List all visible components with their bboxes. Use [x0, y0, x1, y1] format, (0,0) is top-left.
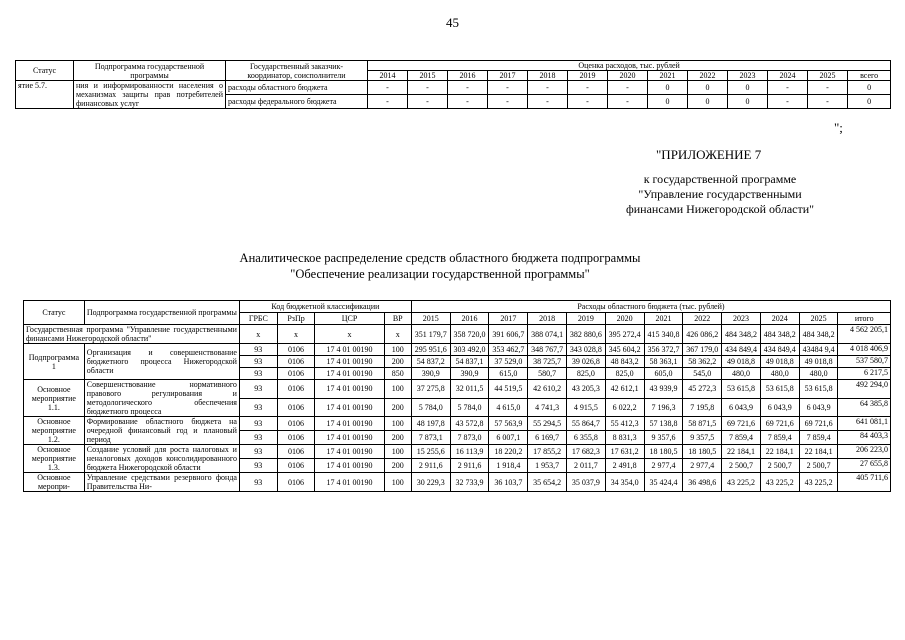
t2-value-cell: 84 403,3 [838, 431, 891, 445]
t2-value-cell: 358 720,0 [450, 325, 489, 344]
t2-value-cell: 537 580,7 [838, 356, 891, 368]
t2-value-cell: 6 217,5 [838, 368, 891, 380]
t2-value-cell: 391 606,7 [489, 325, 528, 344]
t1-year-header: 2023 [728, 71, 768, 81]
t2-value-cell: 45 272,3 [683, 380, 722, 399]
appendix-line: "Управление государственными [638, 187, 802, 201]
t2-value-cell: 343 028,8 [567, 344, 606, 356]
t1-cell: - [408, 81, 448, 95]
t2-year-header: итого [838, 313, 891, 325]
appendix-line: финансами Нижегородской области" [625, 202, 815, 216]
t2-code-grbs: 93 [239, 431, 277, 445]
t2-value-cell: 5 784,0 [411, 398, 450, 417]
document-heading [160, 250, 720, 282]
t1-subprogram: ния и информированности населения о механизмах защиты прав потребителей финансовых услуг [74, 81, 226, 109]
t1-year-header: 2018 [528, 71, 568, 81]
t2-code-grbs: 93 [239, 459, 277, 473]
t2-value-cell: 825,0 [605, 368, 644, 380]
t2-code-vr: 200 [384, 459, 411, 473]
t2-status: Основное мероприятие 1.2. [24, 417, 85, 445]
t2-value-cell: 4 915,5 [567, 398, 606, 417]
t2-value-cell: 825,0 [567, 368, 606, 380]
t1-cell: 0 [848, 81, 891, 95]
t2-value-cell: 426 086,2 [683, 325, 722, 344]
t2-value-cell: 480,0 [722, 368, 761, 380]
t2-year-header: 2015 [411, 313, 450, 325]
t2-code-csr: 17 4 01 00190 [315, 398, 384, 417]
t1-cell: 0 [688, 95, 728, 109]
t2-value-cell: 351 179,7 [411, 325, 450, 344]
t2-value-cell: 7 873,1 [411, 431, 450, 445]
t2-value-cell: 480,0 [760, 368, 799, 380]
t1-cell: - [408, 95, 448, 109]
t2-code-vr: 850 [384, 368, 411, 380]
t2-header-subprogram: Подпрограмма государственной программы [84, 301, 239, 325]
t2-value-cell: 69 721,6 [799, 417, 838, 431]
t2-value-cell: 4 615,0 [489, 398, 528, 417]
t2-value-cell: 345 604,2 [605, 344, 644, 356]
t2-value-cell: 484 348,2 [722, 325, 761, 344]
t2-value-cell: 18 180,5 [683, 445, 722, 459]
t2-value-cell: 4 741,3 [528, 398, 567, 417]
t2-value-cell: 4 018 406,9 [838, 344, 891, 356]
t2-value-cell: 58 362,2 [683, 356, 722, 368]
t2-code-header: ВР [384, 313, 411, 325]
t2-year-header: 2017 [489, 313, 528, 325]
t2-value-cell: 30 229,3 [411, 473, 450, 492]
t1-row-label: расходы федерального бюджета [226, 95, 368, 109]
t2-header-status: Статус [24, 301, 85, 325]
t2-code-grbs: 93 [239, 380, 277, 399]
t2-value-cell: 382 880,6 [567, 325, 606, 344]
t2-code-grbs: 93 [239, 344, 277, 356]
t2-value-cell: 15 255,6 [411, 445, 450, 459]
t2-value-cell: 7 859,4 [760, 431, 799, 445]
t2-header-expenses: Расходы областного бюджета (тыс. рублей) [411, 301, 890, 313]
t2-code-vr: x [384, 325, 411, 344]
t2-status: Подпрограмма 1 [24, 344, 85, 380]
t1-cell: - [528, 95, 568, 109]
t2-subprogram: Совершенствование нормативного правового регулирования и методологического обеспечения бюджетного процесса [84, 380, 239, 417]
t2-year-header: 2020 [605, 313, 644, 325]
t2-value-cell: 38 725,7 [528, 356, 567, 368]
t2-value-cell: 55 412,3 [605, 417, 644, 431]
t2-header-code: Код бюджетной классификации [239, 301, 411, 313]
t2-value-cell: 4 562 205,1 [838, 325, 891, 344]
t2-code-vr: 100 [384, 380, 411, 399]
t2-value-cell: 388 074,1 [528, 325, 567, 344]
page-number: 45 [446, 15, 459, 30]
t1-cell: 0 [848, 95, 891, 109]
t2-code-rzpr: x [277, 325, 315, 344]
t2-code-csr: 17 4 01 00190 [315, 473, 384, 492]
t2-year-header: 2024 [760, 313, 799, 325]
t2-status: Основное меропри- [24, 473, 85, 492]
t2-value-cell: 48 197,8 [411, 417, 450, 431]
t2-value-cell: 35 654,2 [528, 473, 567, 492]
t1-cell: - [568, 81, 608, 95]
t2-value-cell: 2 977,4 [683, 459, 722, 473]
t2-value-cell: 8 831,3 [605, 431, 644, 445]
t2-value-cell: 43 572,8 [450, 417, 489, 431]
t1-cell: - [768, 81, 808, 95]
t2-value-cell: 43 225,2 [760, 473, 799, 492]
t2-value-cell: 303 492,0 [450, 344, 489, 356]
t2-value-cell: 22 184,1 [799, 445, 838, 459]
t1-cell: - [488, 81, 528, 95]
t1-header-status: Статус [16, 61, 74, 81]
t2-value-cell: 53 615,8 [760, 380, 799, 399]
t2-value-cell: 7 195,8 [683, 398, 722, 417]
t1-cell: - [808, 95, 848, 109]
t1-cell: - [568, 95, 608, 109]
t2-code-vr: 200 [384, 398, 411, 417]
t1-header-cost: Оценка расходов, тыс. рублей [368, 61, 891, 71]
t2-value-cell: 58 871,5 [683, 417, 722, 431]
t2-value-cell: 53 615,8 [722, 380, 761, 399]
t2-value-cell: 37 275,8 [411, 380, 450, 399]
t2-value-cell: 7 196,3 [644, 398, 683, 417]
closing-quote: "; [834, 120, 843, 135]
t2-value-cell: 1 918,4 [489, 459, 528, 473]
t2-value-cell: 2 911,6 [411, 459, 450, 473]
t2-year-header: 2022 [683, 313, 722, 325]
heading-line: Аналитическое распределение средств областного бюджета подпрограммы [239, 251, 641, 265]
t2-value-cell: 405 711,6 [838, 473, 891, 492]
t2-value-cell: 484 348,2 [799, 325, 838, 344]
t2-value-cell: 2 500,7 [760, 459, 799, 473]
t2-value-cell: 17 631,2 [605, 445, 644, 459]
t1-cell: - [448, 81, 488, 95]
heading-line: "Обеспечение реализации государственной программы" [290, 267, 590, 281]
appendix-reference [560, 172, 880, 217]
t2-value-cell: 39 026,8 [567, 356, 606, 368]
t2-code-csr: 17 4 01 00190 [315, 417, 384, 431]
t2-value-cell: 32 011,5 [450, 380, 489, 399]
t2-value-cell: 7 859,4 [722, 431, 761, 445]
t2-value-cell: 9 357,5 [683, 431, 722, 445]
t2-value-cell: 64 385,8 [838, 398, 891, 417]
t2-code-rzpr: 0106 [277, 380, 315, 399]
t1-cell: - [608, 81, 648, 95]
t2-code-rzpr: 0106 [277, 431, 315, 445]
t1-cell: 0 [648, 95, 688, 109]
t2-code-rzpr: 0106 [277, 368, 315, 380]
t2-value-cell: 6 043,9 [722, 398, 761, 417]
t2-subprogram: Создание условий для роста налоговых и неналоговых доходов консолидированного бюджета Нижегородской области [84, 445, 239, 473]
t2-value-cell: 35 037,9 [567, 473, 606, 492]
t2-value-cell: 415 340,8 [644, 325, 683, 344]
t2-value-cell: 480,0 [799, 368, 838, 380]
t2-code-csr: 17 4 01 00190 [315, 368, 384, 380]
t2-code-vr: 100 [384, 417, 411, 431]
t2-value-cell: 353 462,7 [489, 344, 528, 356]
t2-code-grbs: 93 [239, 445, 277, 459]
t2-value-cell: 9 357,6 [644, 431, 683, 445]
t2-value-cell: 6 043,9 [799, 398, 838, 417]
table-row [24, 380, 891, 399]
t2-value-cell: 22 184,1 [760, 445, 799, 459]
t2-value-cell: 605,0 [644, 368, 683, 380]
t2-value-cell: 17 855,2 [528, 445, 567, 459]
t2-code-grbs: x [239, 325, 277, 344]
t2-value-cell: 2 500,7 [799, 459, 838, 473]
t2-code-rzpr: 0106 [277, 344, 315, 356]
t2-code-vr: 100 [384, 473, 411, 492]
t2-code-header: РзПр [277, 313, 315, 325]
t2-value-cell: 48 843,2 [605, 356, 644, 368]
t2-value-cell: 43 939,9 [644, 380, 683, 399]
table-row [24, 417, 891, 431]
t2-value-cell: 484 348,2 [760, 325, 799, 344]
t2-code-vr: 200 [384, 431, 411, 445]
t2-value-cell: 2 491,8 [605, 459, 644, 473]
t2-value-cell: 5 784,0 [450, 398, 489, 417]
t2-value-cell: 2 911,6 [450, 459, 489, 473]
t2-value-cell: 55 294,5 [528, 417, 567, 431]
t2-value-cell: 1 953,7 [528, 459, 567, 473]
t2-year-header: 2018 [528, 313, 567, 325]
t2-value-cell: 55 864,7 [567, 417, 606, 431]
t2-code-grbs: 93 [239, 473, 277, 492]
t1-year-header: 2015 [408, 71, 448, 81]
t1-year-header: 2014 [368, 71, 408, 81]
t2-code-rzpr: 0106 [277, 356, 315, 368]
t2-value-cell: 390,9 [411, 368, 450, 380]
t2-code-grbs: 93 [239, 398, 277, 417]
expense-estimate-table [15, 60, 891, 109]
t2-value-cell: 49 018,8 [799, 356, 838, 368]
t1-year-header: 2022 [688, 71, 728, 81]
table-row [24, 344, 891, 356]
t2-value-cell: 390,9 [450, 368, 489, 380]
t2-value-cell: 2 500,7 [722, 459, 761, 473]
t1-cell: - [368, 81, 408, 95]
t2-value-cell: 7 873,0 [450, 431, 489, 445]
t2-code-vr: 200 [384, 356, 411, 368]
t2-value-cell: 395 272,4 [605, 325, 644, 344]
appendix-title: "ПРИЛОЖЕНИЕ 7 [656, 147, 762, 162]
t2-year-header: 2025 [799, 313, 838, 325]
t2-value-cell: 27 655,8 [838, 459, 891, 473]
t1-year-header: 2021 [648, 71, 688, 81]
t2-code-rzpr: 0106 [277, 473, 315, 492]
t2-code-vr: 100 [384, 445, 411, 459]
t1-year-header: 2024 [768, 71, 808, 81]
t2-value-cell: 57 563,9 [489, 417, 528, 431]
t2-value-cell: 492 294,0 [838, 380, 891, 399]
t1-year-header: 2025 [808, 71, 848, 81]
t2-value-cell: 6 355,8 [567, 431, 606, 445]
t2-body [24, 325, 891, 492]
t1-cell: 0 [648, 81, 688, 95]
t2-code-header: ГРБС [239, 313, 277, 325]
t1-cell: - [488, 95, 528, 109]
t2-value-cell: 53 615,8 [799, 380, 838, 399]
t2-value-cell: 18 220,2 [489, 445, 528, 459]
t2-code-rzpr: 0106 [277, 398, 315, 417]
table-row [24, 445, 891, 459]
t1-header-customer: Государственный заказчик-координатор, соисполнители [226, 61, 368, 81]
t2-value-cell: 57 138,8 [644, 417, 683, 431]
t2-value-cell: 36 498,6 [683, 473, 722, 492]
t2-value-cell: 6 022,2 [605, 398, 644, 417]
t2-code-grbs: 93 [239, 356, 277, 368]
t2-value-cell: 42 612,1 [605, 380, 644, 399]
t2-value-cell: 44 519,5 [489, 380, 528, 399]
t2-value-cell: 615,0 [489, 368, 528, 380]
t2-value-cell: 367 179,0 [683, 344, 722, 356]
t2-value-cell: 6 043,9 [760, 398, 799, 417]
table-row [24, 473, 891, 492]
t1-cell: - [448, 95, 488, 109]
t1-year-header: 2019 [568, 71, 608, 81]
t2-value-cell: 16 113,9 [450, 445, 489, 459]
t2-code-csr: 17 4 01 00190 [315, 380, 384, 399]
t2-value-cell: 580,7 [528, 368, 567, 380]
t2-subprogram: Управление средствами резервного фонда Правительства Ни- [84, 473, 239, 492]
t1-cell: - [608, 95, 648, 109]
t2-value-cell: 58 363,1 [644, 356, 683, 368]
t2-value-cell: 37 529,0 [489, 356, 528, 368]
t1-year-header: 2017 [488, 71, 528, 81]
t2-code-header: ЦСР [315, 313, 384, 325]
t2-value-cell: 54 837,1 [450, 356, 489, 368]
t2-value-cell: 54 837,2 [411, 356, 450, 368]
t2-subprogram: Организация и совершенствование бюджетного процесса Нижегородской области [84, 344, 239, 380]
appendix-line: к государственной программе [643, 172, 797, 186]
t2-value-cell: 434 849,4 [760, 344, 799, 356]
t2-value-cell: 17 682,3 [567, 445, 606, 459]
table-row [24, 325, 891, 344]
t2-code-rzpr: 0106 [277, 417, 315, 431]
t2-value-cell: 43 225,2 [722, 473, 761, 492]
t2-code-csr: 17 4 01 00190 [315, 459, 384, 473]
t2-value-cell: 42 610,2 [528, 380, 567, 399]
t2-value-cell: 32 733,9 [450, 473, 489, 492]
t2-value-cell: 34 354,0 [605, 473, 644, 492]
t2-value-cell: 35 424,4 [644, 473, 683, 492]
t1-row-label: расходы областного бюджета [226, 81, 368, 95]
t2-year-header: 2021 [644, 313, 683, 325]
t2-value-cell: 641 081,1 [838, 417, 891, 431]
t1-year-header: 2020 [608, 71, 648, 81]
t2-code-rzpr: 0106 [277, 445, 315, 459]
t2-status: Основное мероприятие 1.3. [24, 445, 85, 473]
t2-code-rzpr: 0106 [277, 459, 315, 473]
t2-code-csr: 17 4 01 00190 [315, 431, 384, 445]
t2-code-csr: 17 4 01 00190 [315, 445, 384, 459]
t1-cell: - [808, 81, 848, 95]
t1-header-subprogram: Подпрограмма государственной программы [74, 61, 226, 81]
t1-cell: - [528, 81, 568, 95]
t2-program-name: Государственная программа "Управление государственными финансами Нижегородской области" [24, 325, 240, 344]
t2-value-cell: 356 372,7 [644, 344, 683, 356]
t2-year-header: 2023 [722, 313, 761, 325]
t2-value-cell: 69 721,6 [760, 417, 799, 431]
t2-code-csr: 17 4 01 00190 [315, 356, 384, 368]
t1-cell: - [368, 95, 408, 109]
t2-value-cell: 6 007,1 [489, 431, 528, 445]
t1-year-header: 2016 [448, 71, 488, 81]
t2-value-cell: 295 951,6 [411, 344, 450, 356]
t2-value-cell: 43 205,3 [567, 380, 606, 399]
t2-value-cell: 2 011,7 [567, 459, 606, 473]
t2-value-cell: 7 859,4 [799, 431, 838, 445]
t2-value-cell: 43484 9,4 [799, 344, 838, 356]
t2-value-cell: 49 018,8 [722, 356, 761, 368]
t2-value-cell: 6 169,7 [528, 431, 567, 445]
t2-value-cell: 69 721,6 [722, 417, 761, 431]
t1-cell: 0 [728, 95, 768, 109]
t2-value-cell: 22 184,1 [722, 445, 761, 459]
t2-value-cell: 545,0 [683, 368, 722, 380]
t2-code-vr: 100 [384, 344, 411, 356]
t2-code-grbs: 93 [239, 368, 277, 380]
t2-status: Основное мероприятие 1.1. [24, 380, 85, 417]
t2-value-cell: 434 849,4 [722, 344, 761, 356]
t2-subprogram: Формирование областного бюджета на очередной финансовый год и плановый период [84, 417, 239, 445]
t2-value-cell: 36 103,7 [489, 473, 528, 492]
t1-cell: 0 [728, 81, 768, 95]
t2-year-header: 2016 [450, 313, 489, 325]
t1-year-header: всего [848, 71, 891, 81]
t1-status: ятие 5.7. [16, 81, 74, 109]
t2-code-csr: x [315, 325, 384, 344]
budget-distribution-table [23, 300, 891, 492]
t2-value-cell: 43 225,2 [799, 473, 838, 492]
t2-value-cell: 18 180,5 [644, 445, 683, 459]
t2-code-csr: 17 4 01 00190 [315, 344, 384, 356]
t2-value-cell: 348 767,7 [528, 344, 567, 356]
t2-value-cell: 2 977,4 [644, 459, 683, 473]
t2-value-cell: 206 223,0 [838, 445, 891, 459]
t2-value-cell: 49 018,8 [760, 356, 799, 368]
t2-code-grbs: 93 [239, 417, 277, 431]
t1-cell: - [768, 95, 808, 109]
t2-year-header: 2019 [567, 313, 606, 325]
t1-cell: 0 [688, 81, 728, 95]
